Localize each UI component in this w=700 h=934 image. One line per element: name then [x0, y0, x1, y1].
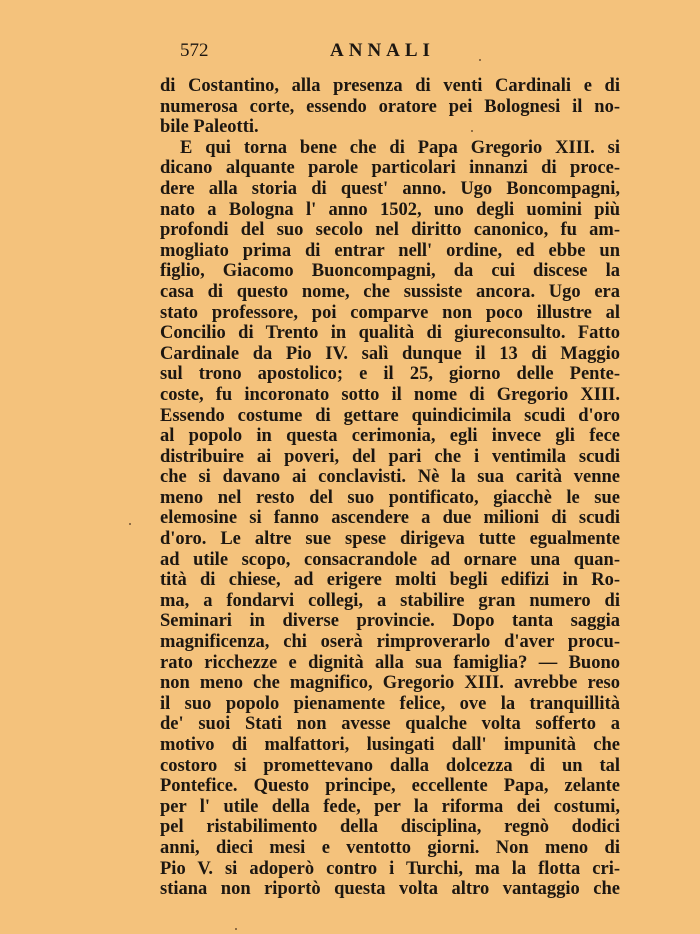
page-number: 572	[180, 40, 209, 61]
running-title: ANNALI	[330, 40, 435, 61]
text-line: non meno che magnifico, Gregorio XIII. avrebbe reso	[160, 673, 620, 694]
text-line: tità di chiese, ad erigere molti begli edifizi in Ro-	[160, 570, 620, 591]
text-line: che si davano ai conclavisti. Nè la sua carità venne	[160, 467, 620, 488]
text-line: elemosine si fanno ascendere a due milioni di scudi	[160, 508, 620, 529]
text-line: mogliato prima di entrar nell' ordine, ed ebbe un	[160, 240, 620, 261]
text-line: per l' utile della fede, per la riforma dei costumi,	[160, 796, 620, 817]
body-text	[160, 76, 620, 900]
text-line: casa di questo nome, che sussiste ancora. Ugo era	[160, 281, 620, 302]
text-line: stiana non riportò questa volta altro vantaggio che	[160, 879, 620, 900]
text-line: rato ricchezze e dignità alla sua famiglia? — Buono	[160, 652, 620, 673]
text-line: d'oro. Le altre sue spese dirigeva tutte egualmente	[160, 529, 620, 550]
text-line: al popolo in questa cerimonia, egli invece gli fece	[160, 426, 620, 447]
text-line: distribuire ai poveri, del pari che i ventimila scudi	[160, 446, 620, 467]
text-line: meno nel resto del suo pontificato, giacchè le sue	[160, 487, 620, 508]
text-line: costoro si promettevano dalla dolcezza di un tal	[160, 755, 620, 776]
text-line: bile Paleotti.	[160, 117, 259, 138]
text-line: Essendo costume di gettare quindicimila scudi d'oro	[160, 405, 620, 426]
text-line: Pontefice. Questo principe, eccellente Papa, zelante	[160, 776, 620, 797]
text-line: pel ristabilimento della disciplina, regnò dodici	[160, 817, 620, 838]
ink-speck	[471, 130, 473, 132]
text-line: di Costantino, alla presenza di venti Cardinali e di	[160, 76, 620, 96]
page-header	[180, 39, 480, 67]
text-line: sul trono apostolico; e il 25, giorno delle Pente-	[160, 364, 620, 385]
text-line: motivo di malfattori, lusingati dall' impunità che	[160, 735, 620, 755]
ink-speck	[479, 59, 481, 61]
text-line: ma, a fondarvi collegi, a stabilire gran numero di	[160, 590, 620, 611]
text-line: coste, fu incoronato sotto il nome di Gregorio XIII.	[160, 384, 620, 405]
ink-speck	[129, 523, 131, 525]
text-line: stato professore, poi comparve non poco illustre al	[160, 302, 620, 323]
text-line: figlio, Giacomo Buoncompagni, da cui discese la	[160, 261, 620, 282]
text-line: Cardinale da Pio IV. salì dunque il 13 di Maggio	[160, 343, 620, 364]
text-line: Pio V. si adoperò contro i Turchi, ma la flotta cri-	[160, 858, 620, 879]
text-line: il suo popolo pienamente felice, ove la tranquillità	[160, 693, 620, 714]
text-line: nato a Bologna l' anno 1502, uno degli uomini più	[160, 199, 620, 220]
ink-speck	[235, 928, 237, 930]
text-line: Concilio di Trento in qualità di giureconsulto. Fatto	[160, 323, 620, 344]
text-line: ad utile scopo, consacrandole ad ornare una quan-	[160, 549, 620, 570]
text-line: magnificenza, chi oserà rimproverarlo d'aver procu-	[160, 632, 620, 653]
text-line: dere alla storia di quest' anno. Ugo Boncompagni,	[160, 178, 620, 199]
text-line: anni, dieci mesi e ventotto giorni. Non meno di	[160, 837, 620, 858]
text-line: profondi del suo secolo nel diritto canonico, fu am-	[160, 220, 620, 241]
text-line: de' suoi Stati non avesse qualche volta sofferto a	[160, 714, 620, 735]
text-line: Seminari in diverse provincie. Dopo tanta saggia	[160, 611, 620, 632]
text-line: numerosa corte, essendo oratore pei Bolognesi il no-	[160, 96, 620, 117]
text-line: E qui torna bene che di Papa Gregorio XIII. si	[180, 137, 620, 158]
text-line: dicano alquante parole particolari innanzi di proce-	[160, 158, 620, 179]
